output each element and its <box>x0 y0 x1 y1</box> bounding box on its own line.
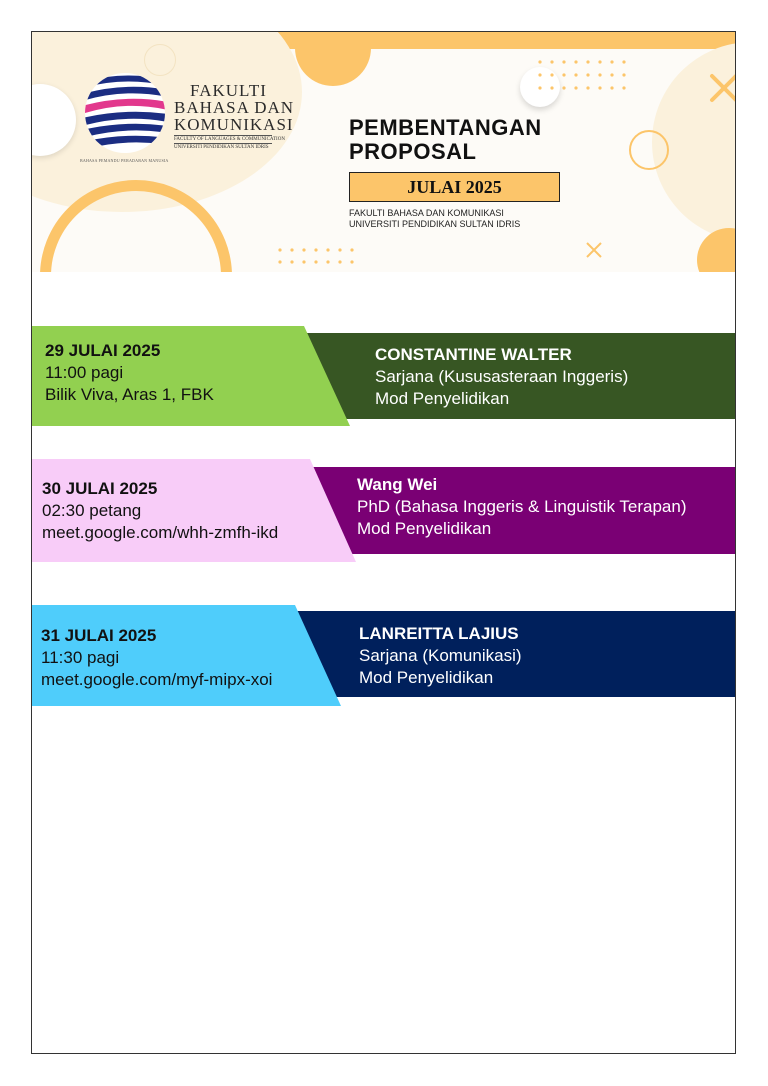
session-row-1 <box>32 326 736 426</box>
session-1-program: Sarjana (Kususasteraan Inggeris) <box>375 367 629 386</box>
logo-line3: KOMUNIKASI <box>174 115 294 134</box>
month-badge: JULAI 2025 <box>349 172 560 202</box>
header-subtitle <box>349 208 520 230</box>
session-row-3 <box>32 605 736 706</box>
session-3-time: 11:30 pagi <box>41 648 120 667</box>
logo-line1: FAKULTI <box>190 81 267 100</box>
session-3-venue: meet.google.com/myf-mipx-xoi <box>41 670 273 689</box>
subtitle-line-1: FAKULTI BAHASA DAN KOMUNIKASI <box>349 208 504 218</box>
session-1-date: 29 JULAI 2025 <box>45 341 161 360</box>
logo-line2: BAHASA DAN <box>174 98 295 117</box>
logo-university: UNIVERSITI PENDIDIKAN SULTAN IDRIS <box>174 145 269 150</box>
session-2-program: PhD (Bahasa Inggeris & Linguistik Terapan) <box>357 497 687 516</box>
title-line-1: PEMBENTANGAN <box>349 115 542 140</box>
session-2-time: 02:30 petang <box>42 501 142 520</box>
session-1-time: 11:00 pagi <box>45 363 124 382</box>
header-banner <box>32 32 736 272</box>
subtitle-line-2: UNIVERSITI PENDIDIKAN SULTAN IDRIS <box>349 219 521 229</box>
session-3-mode: Mod Penyelidikan <box>359 668 494 687</box>
session-2-venue: meet.google.com/whh-zmfh-ikd <box>42 523 279 542</box>
session-3-program: Sarjana (Komunikasi) <box>359 646 522 665</box>
session-1-venue: Bilik Viva, Aras 1, FBK <box>45 385 214 404</box>
faculty-logo-globe-icon <box>82 70 168 156</box>
session-1-mode: Mod Penyelidikan <box>375 389 510 408</box>
title-line-2: PROPOSAL <box>349 139 477 164</box>
session-3-date: 31 JULAI 2025 <box>41 626 157 645</box>
session-1-name: CONSTANTINE WALTER <box>375 345 572 364</box>
logo-motto: BAHASA PEMANDU PERADABAN MANUSIA <box>80 158 169 163</box>
session-row-2 <box>32 459 736 562</box>
session-2-date: 30 JULAI 2025 <box>42 479 158 498</box>
session-2-mode: Mod Penyelidikan <box>357 519 492 538</box>
page-title <box>349 116 542 164</box>
session-2-name: Wang Wei <box>357 475 438 494</box>
logo-english: FACULTY OF LANGUAGES & COMMUNICATION <box>174 137 285 142</box>
poster <box>31 31 736 1054</box>
session-3-name: LANREITTA LAJIUS <box>359 624 519 643</box>
